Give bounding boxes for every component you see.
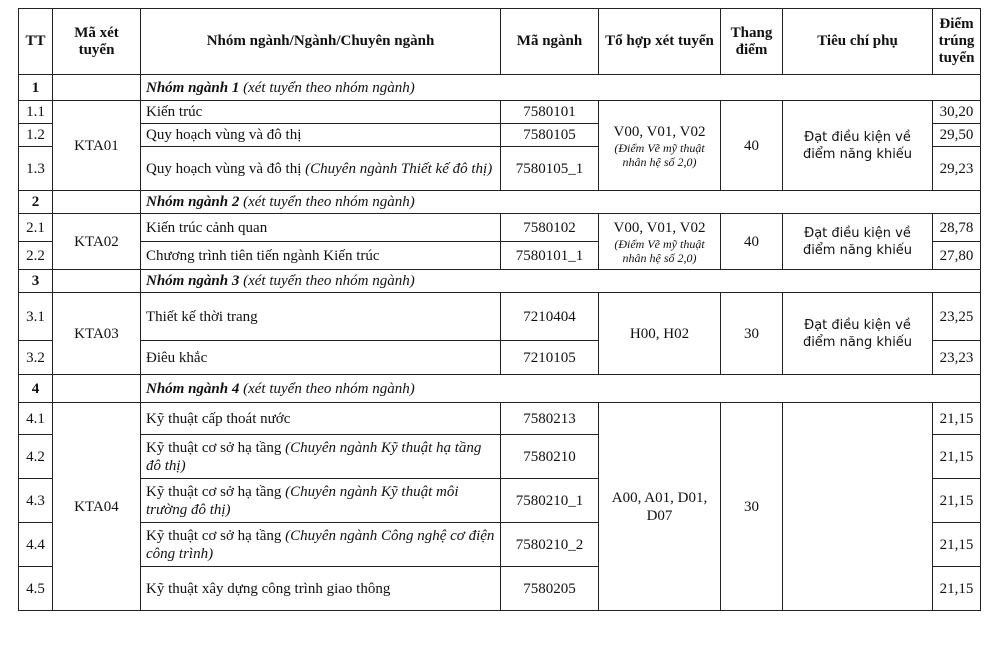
diem-trung-tuyen: 21,15	[933, 479, 981, 523]
diem-trung-tuyen: 27,80	[933, 242, 981, 270]
major-name	[141, 214, 501, 242]
group-note: (xét tuyển theo nhóm ngành)	[239, 273, 415, 289]
group-title: Nhóm ngành 2	[146, 194, 240, 210]
group-title-cell	[141, 191, 981, 214]
ma-nganh: 7580210_1	[501, 479, 599, 523]
group-title-cell	[141, 375, 981, 403]
ma-nganh: 7210105	[501, 341, 599, 375]
major-name	[141, 242, 501, 270]
group-row	[19, 375, 981, 403]
thang-diem: 40	[721, 214, 783, 270]
diem-trung-tuyen: 23,23	[933, 341, 981, 375]
group-note: (xét tuyển theo nhóm ngành)	[239, 79, 415, 96]
ma-nganh: 7580101	[501, 101, 599, 124]
major-name	[141, 293, 501, 341]
group-title: Nhóm ngành 4	[146, 380, 240, 397]
ma-nganh: 7580105_1	[501, 147, 599, 191]
ma-nganh: 7580102	[501, 214, 599, 242]
header-nganh: Nhóm ngành/Ngành/Chuyên ngành	[141, 9, 501, 75]
group-tt: 3	[19, 270, 53, 293]
to-hop-cell	[599, 101, 721, 191]
row-tt: 4.3	[19, 479, 53, 523]
ma-xet-tuyen: KTA02	[53, 214, 141, 270]
ma-nganh: 7580205	[501, 567, 599, 611]
to-hop: V00, V01, V02	[613, 219, 706, 236]
group-title-cell	[141, 75, 981, 101]
to-hop: H00, H02	[629, 325, 690, 342]
major-spec: (Chuyên ngành Công nghệ cơ điện công trình)	[146, 527, 495, 562]
group-note: (xét tuyển theo nhóm ngành)	[239, 380, 415, 397]
major-spec: (Chuyên ngành Kỹ thuật hạ tầng đô thị)	[146, 439, 482, 474]
major-title: Kỹ thuật xây dựng công trình giao thông	[146, 580, 391, 597]
major-spec: (Chuyên ngành Thiết kế đô thị)	[305, 160, 493, 177]
ma-xet-tuyen: KTA03	[53, 293, 141, 375]
row-tt: 4.1	[19, 403, 53, 435]
diem-trung-tuyen: 21,15	[933, 567, 981, 611]
major-title: Kỹ thuật cơ sở hạ tầng	[146, 439, 286, 456]
ma-nganh: 7580105	[501, 124, 599, 147]
major-title: Kiến trúc	[146, 104, 203, 120]
thang-diem: 40	[721, 101, 783, 191]
group-note: (xét tuyển theo nhóm ngành)	[239, 194, 415, 210]
major-name	[141, 567, 501, 611]
major-name	[141, 435, 501, 479]
diem-trung-tuyen: 21,15	[933, 403, 981, 435]
group-row	[19, 270, 981, 293]
row-tt: 2.1	[19, 214, 53, 242]
group-tt: 2	[19, 191, 53, 214]
ma-nganh: 7580101_1	[501, 242, 599, 270]
major-name	[141, 101, 501, 124]
group-row	[19, 75, 981, 101]
tieu-chi-phu: Đạt điều kiện về điểm năng khiếu	[783, 101, 933, 191]
major-name	[141, 124, 501, 147]
diem-trung-tuyen: 23,25	[933, 293, 981, 341]
ma-nganh: 7580210	[501, 435, 599, 479]
to-hop-note: (Điểm Vẽ mỹ thuật nhân hệ số 2,0)	[614, 140, 705, 169]
major-title: Quy hoạch vùng và đô thị	[146, 160, 306, 177]
major-title: Quy hoạch vùng và đô thị	[146, 127, 302, 143]
table-row	[19, 101, 981, 124]
row-tt: 2.2	[19, 242, 53, 270]
diem-trung-tuyen: 21,15	[933, 523, 981, 567]
header-ma-nganh: Mã ngành	[501, 9, 599, 75]
diem-trung-tuyen: 29,23	[933, 147, 981, 191]
table-row	[19, 293, 981, 341]
diem-trung-tuyen: 30,20	[933, 101, 981, 124]
header-tieu-chi: Tiêu chí phụ	[783, 9, 933, 75]
major-title: Kỹ thuật cơ sở hạ tầng	[146, 483, 286, 500]
major-title: Chương trình tiên tiến ngành Kiến trúc	[146, 247, 380, 264]
tieu-chi-phu: Đạt điều kiện về điểm năng khiếu	[783, 293, 933, 375]
row-tt: 4.4	[19, 523, 53, 567]
row-tt: 3.2	[19, 341, 53, 375]
group-title: Nhóm ngành 3	[146, 273, 240, 289]
row-tt: 4.2	[19, 435, 53, 479]
row-tt: 3.1	[19, 293, 53, 341]
to-hop-note: (Điểm Vẽ mỹ thuật nhân hệ số 2,0)	[614, 236, 705, 265]
row-tt: 1.1	[19, 101, 53, 124]
group-spacer	[53, 270, 141, 293]
major-name	[141, 523, 501, 567]
row-tt: 4.5	[19, 567, 53, 611]
table-row	[19, 214, 981, 242]
major-title: Kỹ thuật cơ sở hạ tầng	[146, 527, 286, 544]
group-title-cell	[141, 270, 981, 293]
group-spacer	[53, 75, 141, 101]
header-ma-xet-tuyen: Mã xét tuyển	[53, 9, 141, 75]
to-hop-cell	[599, 293, 721, 375]
group-tt: 1	[19, 75, 53, 101]
table-row	[19, 403, 981, 435]
diem-trung-tuyen: 28,78	[933, 214, 981, 242]
group-spacer	[53, 375, 141, 403]
tieu-chi-phu	[783, 403, 933, 611]
group-row	[19, 191, 981, 214]
header-to-hop: Tổ hợp xét tuyển	[599, 9, 721, 75]
major-name	[141, 341, 501, 375]
group-title: Nhóm ngành 1	[146, 79, 240, 96]
to-hop-cell	[599, 214, 721, 270]
major-name	[141, 403, 501, 435]
group-tt: 4	[19, 375, 53, 403]
ma-xet-tuyen: KTA04	[53, 403, 141, 611]
major-title: Kiến trúc cảnh quan	[146, 219, 268, 236]
ma-nganh: 7580210_2	[501, 523, 599, 567]
header-diem: Điểm trúng tuyển	[933, 9, 981, 75]
row-tt: 1.2	[19, 124, 53, 147]
thang-diem: 30	[721, 403, 783, 611]
header-tt: TT	[19, 9, 53, 75]
major-title: Điêu khắc	[146, 349, 208, 366]
to-hop-cell	[599, 403, 721, 611]
tieu-chi-phu: Đạt điều kiện về điểm năng khiếu	[783, 214, 933, 270]
major-spec: (Chuyên ngành Kỹ thuật môi trường đô thị)	[146, 483, 459, 518]
group-spacer	[53, 191, 141, 214]
major-title: Thiết kế thời trang	[146, 308, 258, 325]
major-name	[141, 147, 501, 191]
to-hop: A00, A01, D01, D07	[611, 489, 708, 524]
major-name	[141, 479, 501, 523]
thang-diem: 30	[721, 293, 783, 375]
admission-score-table	[18, 8, 981, 611]
ma-nganh: 7580213	[501, 403, 599, 435]
diem-trung-tuyen: 21,15	[933, 435, 981, 479]
header-row	[19, 9, 981, 75]
to-hop: V00, V01, V02	[613, 123, 706, 140]
row-tt: 1.3	[19, 147, 53, 191]
header-thang-diem: Thang điểm	[721, 9, 783, 75]
ma-nganh: 7210404	[501, 293, 599, 341]
ma-xet-tuyen: KTA01	[53, 101, 141, 191]
diem-trung-tuyen: 29,50	[933, 124, 981, 147]
major-title: Kỹ thuật cấp thoát nước	[146, 410, 291, 427]
